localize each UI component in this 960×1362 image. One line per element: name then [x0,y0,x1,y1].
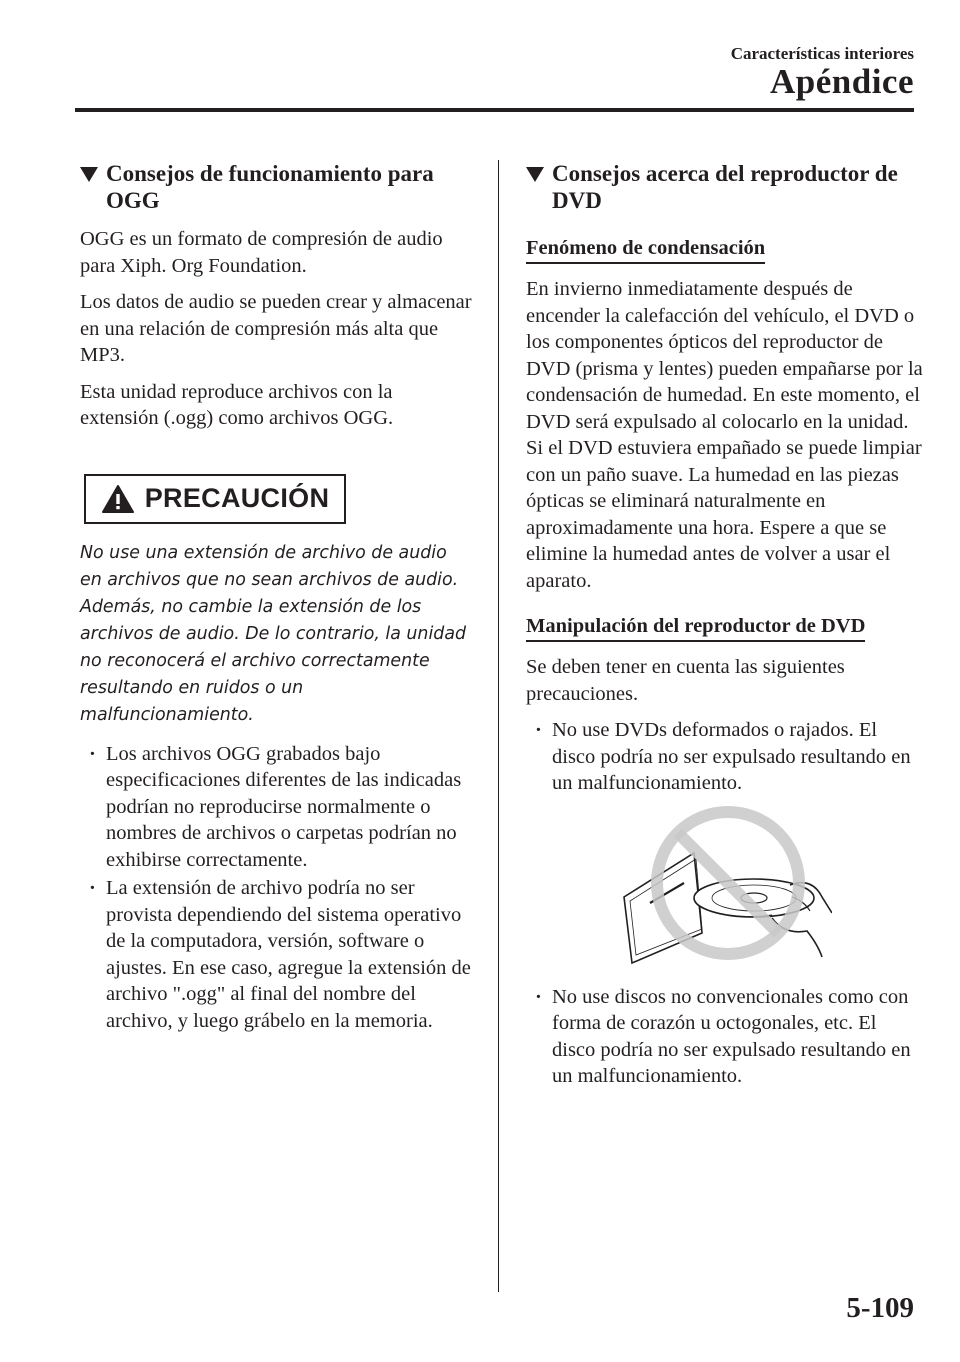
section-heading-ogg-text: Consejos de funcionamiento para OGG [106,161,434,213]
header-title: Apéndice [770,62,914,101]
dvd-bullet-1: · No use DVDs deformados o rajados. El disco podría no ser expulsado resultando en un malfuncionamiento. [552,717,924,797]
column-divider [498,160,499,1292]
ogg-paragraph-3: Esta unidad reproduce archivos con la extensión (.ogg) como archivos OGG. [80,380,394,429]
header-subtitle: Características interiores [730,44,914,63]
header-rule [75,108,914,112]
left-column [80,160,472,1036]
caution-text: No use una extensión de archivo de audio en archivos que no sean archivos de audio. Además, no cambie la extensión de los archivos de audio. De lo contrario, la unidad no reconocerá el archivo correctamente resultando en ruidos o un malfuncionamiento. [80,542,467,725]
page-number: 5-109 [846,1292,914,1324]
handling-paragraph: Se deben tener en cuenta las siguientes precauciones. [526,656,845,705]
triangle-down-icon [526,167,544,182]
subheading-dvd-handling: Manipulación del reproductor de DVD [526,614,865,642]
dvd-bullet-list-1 [526,717,924,797]
ogg-paragraph-2: Los datos de audio se pueden crear y almacenar en una relación de compresión más alta que MP3. [80,291,472,366]
section-heading-ogg [80,160,472,214]
section-heading-dvd-text: Consejos acerca del reproductor de DVD [552,161,898,213]
ogg-bullet-list [80,741,472,1035]
section-heading-dvd [526,160,924,214]
caution-label: PRECAUCIÓN [144,483,330,513]
ogg-bullet-2: · La extensión de archivo podría no ser provista dependiendo del sistema operativo de la computadora, versión, software o ajustes. En ese caso, agregue la extensión de archivo ".ogg" al final del nombre del archivo, y luego grábelo en la memoria. [106,875,472,1034]
warning-triangle-icon [101,484,135,514]
ogg-bullet-1: · Los archivos OGG grabados bajo especificaciones diferentes de las indicadas podrían no reproducirse normalmente o nombres de archivos o carpetas podrían no exhibirse correctamente. [106,741,472,874]
ogg-paragraph-1: OGG es un formato de compresión de audio para Xiph. Org Foundation. [80,228,443,277]
subheading-condensation: Fenómeno de condensación [526,236,765,264]
right-column [526,160,924,1092]
dvd-bullet-2: · No use discos no convencionales como con forma de corazón u octogonales, etc. El disco podría no ser expulsado resultando en un malfuncionamiento. [552,984,924,1090]
triangle-down-icon [80,167,98,182]
prohibited-deformed-disc-icon [622,805,924,970]
dvd-bullet-list-2 [526,984,924,1090]
condensation-paragraph: En invierno inmediatamente después de encender la calefacción del vehículo, el DVD o los componentes ópticos del reproductor de DVD (prisma y lentes) pueden empañarse por la condensación de humedad. En este momento, el DVD será expulsado al colocarlo en la unidad. Si el DVD estuviera empañado se puede limpiar con un paño suave. La humedad en las piezas ópticas se eliminará naturalmente en aproximadamente una hora. Espere a que se elimine la humedad antes de volver a usar el aparato. [526,278,923,592]
caution-box [84,474,346,524]
